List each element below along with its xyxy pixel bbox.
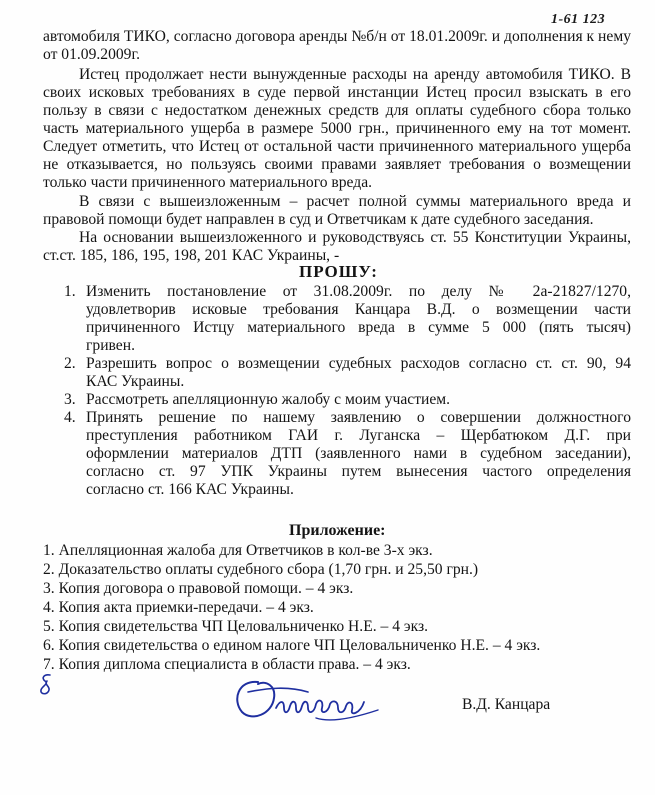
appendix-item-7: 7. Копия диплома специалиста в области права. – 4 экз. <box>43 656 411 673</box>
request-4-line-2: преступления работником ГАИ г. Луганска – Щербатюком Д.Г. при <box>86 427 631 444</box>
request-4-line-4: согласно ст. 97 УПК Украины путем вынесения частого определения <box>86 463 631 480</box>
paragraph-2-line-7: только части причиненного материального вреда. <box>43 174 373 191</box>
appendix-item-2: 2. Доказательство оплаты судебного сбора (1,70 грн. и 25,50 грн.) <box>43 561 479 578</box>
paragraph-1-line-1: автомобиля ТИКО, согласно договора аренды №б/н от 18.01.2009г. и дополнения к нему <box>43 28 631 45</box>
signer-name: В.Д. Канцара <box>462 696 551 713</box>
request-4-line-1: Принять решение по нашему заявлению о совершении должностного <box>86 409 631 426</box>
paragraph-1-line-2: от 01.09.2009г. <box>43 46 141 63</box>
request-4-number: 4. <box>64 409 76 426</box>
paragraph-3-line-2: правовой помощи будет направлен в суд и Ответчикам к дате судебного заседания. <box>43 211 594 228</box>
request-2-line-1: Разрешить вопрос о возмещении судебных расходов согласно ст. ст. 90, 94 <box>86 355 631 372</box>
request-4-line-3: оформлении материалов ДТП (заявленного нами в судебном заседании), <box>86 445 631 462</box>
paragraph-2-line-2: своих исковых требованиях в суде первой инстанции Истец просил взыскать в его <box>43 84 631 101</box>
paragraph-2-line-4: часть материального ущерба в размере 5000 грн., причиненного ему на тот момент. <box>43 120 631 137</box>
request-2-line-2: КАС Украины. <box>86 373 185 390</box>
request-1-line-2: удовлетворив исковые требования Канцара В.Д. о возмещении части <box>86 301 631 318</box>
appendix-item-4: 4. Копия акта приемки-передачи. – 4 экз. <box>43 599 314 616</box>
paragraph-2-line-3: пользу в связи с недостатком денежных средств для оплаты судебного сбора только <box>43 102 631 119</box>
paragraph-2-line-1: Истец продолжает нести вынужденные расходы на аренду автомобиля ТИКО. В <box>79 66 631 83</box>
handwritten-signature <box>228 670 398 726</box>
paragraph-2-line-6: не отказывается, но пользуясь своими правами заявляет требования о возмещении <box>43 156 631 173</box>
appendix-item-3: 3. Копия договора о правовой помощи. – 4 экз. <box>43 580 354 597</box>
page-stamp: 1-61 123 <box>551 12 606 27</box>
request-1-line-3: причиненного Истцу материального вреда в сумме 5 000 (пять тысяч) <box>86 319 631 336</box>
request-1-line-1: Изменить постановление от 31.08.2009г. по делу № 2а-21827/1270, <box>86 283 631 300</box>
appendix-item-6: 6. Копия свидетельства о едином налоге ЧП Целовальниченко Н.Е. – 4 экз. <box>43 637 541 654</box>
paragraph-4-line-2: ст.ст. 185, 186, 195, 198, 201 КАС Украины, - <box>43 247 340 264</box>
request-3-line-1: Рассмотреть апелляционную жалобу с моим участием. <box>86 391 451 408</box>
request-title: ПРОШУ: <box>299 262 378 281</box>
request-1-number: 1. <box>64 283 76 300</box>
request-2-number: 2. <box>64 355 76 372</box>
paragraph-4-line-1: На основании вышеизложенного и руководствуясь ст. 55 Конституции Украины, <box>79 229 631 246</box>
request-3-number: 3. <box>64 391 76 408</box>
paragraph-2-line-5: Следует отметить, что Истец от остальной части причиненного материального ущерба <box>43 138 631 155</box>
appendix-title: Приложение: <box>289 522 386 539</box>
appendix-item-1: 1. Апелляционная жалоба для Ответчиков в кол-ве 3-х экз. <box>43 542 433 559</box>
appendix-item-5: 5. Копия свидетельства ЧП Целовальниченко Н.Е. – 4 экз. <box>43 618 429 635</box>
request-1-line-4: гривен. <box>86 337 135 354</box>
request-4-line-5: согласно ст. 166 КАС Украины. <box>86 481 294 498</box>
paragraph-3-line-1: В связи с вышеизложенным – расчет полной суммы материального вреда и <box>79 193 631 210</box>
margin-mark-icon <box>38 672 56 698</box>
